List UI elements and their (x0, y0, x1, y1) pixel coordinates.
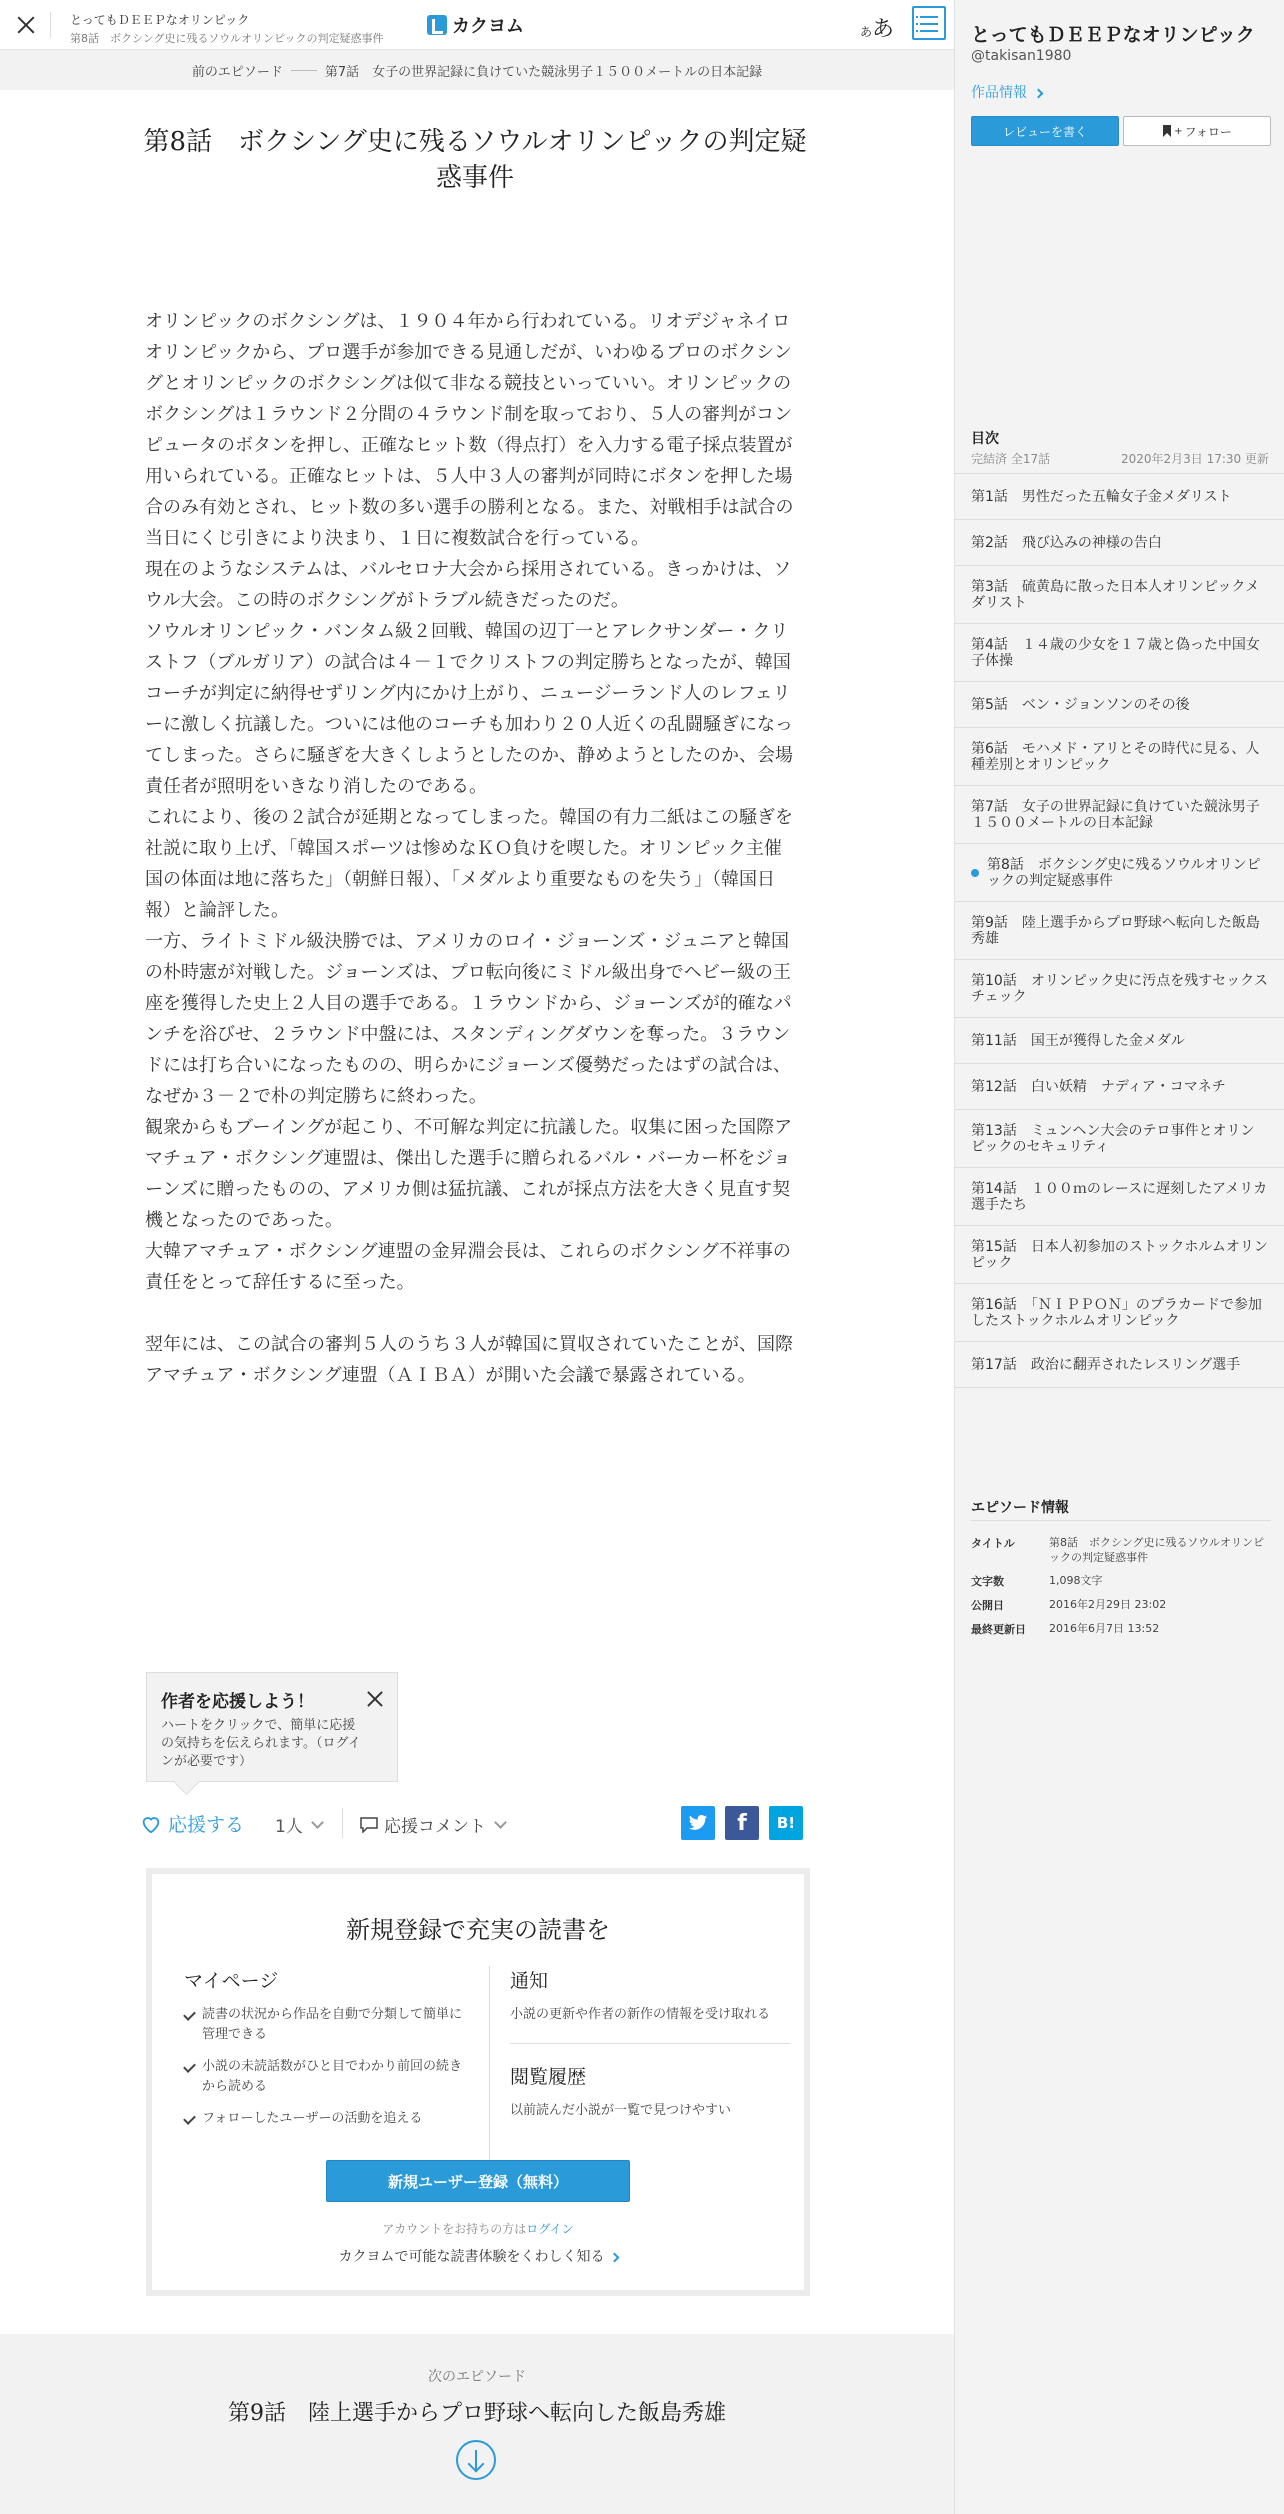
toc-episode[interactable]: 第1話 男性だった五輪女子金メダリスト (955, 474, 1284, 520)
body-paragraph: ソウルオリンピック・バンタム級２回戦、韓国の辺丁一とアレクサンダー・クリストフ（ブルガリア）の試合は４－１でクリストフの判定勝ちとなったが、韓国コーチが判定に納得せずリング内にかけ上がり、ニュージーランド人のレフェリーに激しく抗議した。ついには他のコーチも加わり２０人近くの乱闘騒ぎになってしまった。さらに騒ぎを大きくしようとしたのか、静めようとしたのか、会場責任者が照明をいきなり消したのである。 (145, 621, 793, 797)
toc-line (920, 23, 938, 25)
toc-episode[interactable]: 第13話 ミュンヘン大会のテロ事件とオリンピックのセキュリティ (955, 1110, 1284, 1168)
body-paragraph (145, 1298, 795, 1329)
chevron-right-icon (1034, 89, 1044, 99)
mypage-feature: 小説の未読話数がひと目でわかり前回の続きから読める (184, 2057, 474, 2097)
prev-episode-title[interactable]: 第7話 女子の世界記録に負けていた競泳男子１５００メートルの日本記録 (324, 64, 763, 80)
header-titles[interactable] (70, 11, 400, 46)
episode-info-row (971, 1597, 1271, 1613)
next-episode-section (0, 2334, 954, 2514)
episode-info-key: 文字数 (971, 1575, 1004, 1588)
episode-info-value: 第8話 ボクシング史に残るソウルオリンピックの判定疑惑事件 (1049, 1536, 1264, 1564)
completion-status: 完結済 全17話 (971, 452, 1051, 466)
episode-body (145, 244, 795, 1391)
toc-episode[interactable]: 第7話 女子の世界記録に負けていた競泳男子１５００メートルの日本記録 (955, 786, 1284, 844)
toc-episode[interactable]: 第4話 １４歳の少女を１７歳と偽った中国女子体操 (955, 624, 1284, 682)
hatena-bookmark-button[interactable] (769, 1806, 803, 1840)
episode-list (955, 473, 1284, 1388)
arrow-down-circle-icon[interactable] (456, 2440, 496, 2480)
history-text: 以前読んだ小説が一覧で見つけやすい (510, 2103, 732, 2118)
body-paragraph: これにより、後の２試合が延期となってしまった。韓国の有力二紙はこの騒ぎを社説に取り上げ、「韓国スポーツは惨めなＫＯ負けを喫した。オリンピック主催国の体面は地に落ちた」（朝鮮日報）、「メダルより重要なものを失う」（韓国日報）と論評した。 (145, 807, 793, 921)
cheer-button[interactable] (140, 1810, 244, 1837)
cheer-comment-button[interactable] (360, 1812, 505, 1837)
follow-label: フォロー (1184, 124, 1232, 139)
signup-panel (146, 1868, 810, 2296)
toc-episode[interactable]: 第5話 ベン・ジョンソンのその後 (955, 682, 1284, 728)
episode-info-heading: エピソード情報 (971, 1500, 1069, 1516)
toc-list-icon[interactable] (912, 6, 946, 40)
sidebar-author[interactable]: @takisan1980 (971, 48, 1072, 64)
mypage-feature: フォローしたユーザーの活動を追える (184, 2109, 474, 2129)
body-paragraph: 一方、ライトミドル級決勝では、アメリカのロイ・ジョーンズ・ジュニアと韓国の朴時憲が対戦した。ジョーンズは、プロ転向後にミドル級出身でヘビー級の王座を獲得した史上２人目の選手である。１ラウンドから、ジョーンズが的確なパンチを浴びせ、２ラウンド中盤には、スタンディングダウンを奪った。３ラウンドには打ち合いになったものの、明らかにジョーンズ優勢だったはずの試合は、なぜか３－２で朴の判定勝ちに終わった。 (145, 931, 792, 1107)
top-bar (0, 0, 954, 50)
episode-info-key: タイトル (971, 1537, 1015, 1550)
write-review-button[interactable]: レビューを書く (971, 116, 1119, 146)
episode-info-key: 最終更新日 (971, 1623, 1026, 1636)
episode-info-key: 公開日 (971, 1599, 1004, 1612)
twitter-bird-icon (688, 1814, 708, 1832)
logo-icon (427, 15, 447, 35)
login-prefix: アカウントをお持ちの方は (382, 2222, 527, 2236)
follow-button[interactable] (1123, 116, 1271, 146)
next-episode-title[interactable]: 第9話 陸上選手からプロ野球へ転向した飯島秀雄 (228, 2401, 726, 2426)
site-logo[interactable] (427, 13, 524, 37)
toc-status (971, 450, 1269, 467)
episode-info-row (971, 1573, 1271, 1589)
work-info-link[interactable] (971, 82, 1042, 102)
comment-bubble-icon (360, 1817, 378, 1833)
facebook-share-button[interactable] (725, 1806, 759, 1840)
toc-episode[interactable]: 第10話 オリンピック史に汚点を残すセックスチェック (955, 960, 1284, 1018)
episode-info-value: 1,098文字 (1049, 1574, 1103, 1587)
font-toggle-small: あ (860, 25, 873, 39)
notify-text: 小説の更新や作者の新作の情報を受け取れる (510, 2007, 771, 2022)
font-toggle-large: あ (872, 17, 895, 42)
body-paragraph: 大韓アマチュア・ボクシング連盟の金昇淵会長は、これらのボクシング不祥事の責任をとって辞任するに至った。 (145, 1241, 791, 1293)
font-settings-button[interactable] (860, 12, 894, 43)
toc-episode[interactable]: 第3話 硫黄島に散った日本人オリンピックメダリスト (955, 566, 1284, 624)
facebook-icon: f (737, 1810, 747, 1836)
toc-episode[interactable]: 第9話 陸上選手からプロ野球へ転向した飯島秀雄 (955, 902, 1284, 960)
login-link[interactable]: ログイン (526, 2222, 574, 2236)
login-prompt (152, 2220, 804, 2237)
episode-title: 第8話 ボクシング史に残るソウルオリンピックの判定疑惑事件 (143, 127, 807, 193)
body-paragraph: オリンピックのボクシングは、１９０４年から行われている。リオデジャネイロオリンピックから、プロ選手が参加できる見通しだが、いわゆるプロのボクシングとオリンピックのボクシングは似て非なる競技といっていい。オリンピックのボクシングは１ラウンド２分間の４ラウンド制を取っており、５人の審判がコンピュータのボタンを押し、正確なヒット数（得点打）を入力する電子採点装置が用いられている。正確なヒットは、５人中３人の審判が同時にボタンを押した場合のみ有効とされ、ヒット数の多い選手の勝利となる。また、対戦相手は試合の当日にくじ引きにより決まり、１日に複数試合を行っている。 (145, 311, 794, 549)
logo-text: カクヨム (452, 16, 524, 37)
episode-info-row (971, 1621, 1271, 1637)
divider (50, 12, 51, 38)
prev-episode-bar[interactable] (0, 50, 954, 90)
twitter-share-button[interactable] (681, 1806, 715, 1840)
cheer-count-dropdown[interactable] (275, 1812, 322, 1837)
divider (510, 2043, 790, 2044)
chevron-down-icon (494, 1816, 507, 1829)
body-paragraph (145, 275, 795, 306)
cheer-tooltip-body: ハートをクリックで、簡単に応援の気持ちを伝えられます。（ログインが必要です） (161, 1718, 361, 1769)
next-episode-label: 次のエピソード (428, 2369, 526, 2385)
toc-sidebar (954, 0, 1284, 2514)
toc-episode[interactable]: 第2話 飛び込みの神様の告白 (955, 520, 1284, 566)
toc-episode[interactable]: 第11話 国王が獲得した金メダル (955, 1018, 1284, 1064)
toc-heading: 目次 (971, 431, 999, 447)
close-icon[interactable] (365, 1689, 385, 1709)
separator-line (291, 70, 317, 71)
register-button[interactable]: 新規ユーザー登録（無料） (326, 2160, 630, 2202)
toc-episode[interactable]: 第16話 「ＮＩＰＰＯＮ」のプラカードで参加したストックホルムオリンピック (955, 1284, 1284, 1342)
cheer-comment-label: 応援コメント (384, 1817, 486, 1837)
bookmark-icon (1162, 125, 1172, 137)
cheer-tooltip (146, 1672, 398, 1782)
body-paragraph: 翌年には、この試合の審判５人のうち３人が韓国に買収されていたことが、国際アマチュア・ボクシング連盟（ＡＩＢＡ）が開いた会議で暴露されている。 (145, 1334, 793, 1386)
episode-info-value: 2016年2月29日 23:02 (1049, 1598, 1167, 1611)
toc-line (920, 16, 938, 18)
signup-mypage-column (184, 1966, 474, 2141)
chevron-down-icon (311, 1816, 324, 1829)
mypage-feature: 読書の状況から作品を自動で分類して簡単に管理できる (184, 2005, 474, 2045)
toc-line (920, 30, 938, 32)
cheer-tooltip-title: 作者を応援しよう！ (161, 1692, 314, 1712)
toc-episode[interactable]: 第15話 日本人初参加のストックホルムオリンピック (955, 1226, 1284, 1284)
close-icon[interactable] (14, 13, 38, 37)
body-paragraph: 観衆からもブーイングが起こり、不可解な判定に抗議した。収集に困った国際アマチュア・ボクシング連盟は、傑出した選手に贈られるバル・バーカー杯をジョーンズに贈ったものの、アメリカ側は猛抗議、これが採点方法を大きく見直す契機となったのであった。 (145, 1117, 793, 1231)
work-info-label: 作品情報 (971, 85, 1027, 101)
header-episode-title: 第8話 ボクシング史に残るソウルオリンピックの判定疑惑事件 (70, 32, 384, 45)
chevron-right-icon (609, 2253, 619, 2263)
signup-title: 新規登録で充実の読書を (346, 1916, 610, 1944)
episode-info-value: 2016年6月7日 13:52 (1049, 1622, 1160, 1635)
mypage-heading: マイページ (184, 1970, 279, 1992)
heart-icon (140, 1813, 162, 1835)
toc-episode[interactable]: 第17話 政治に翻弄されたレスリング選手 (955, 1342, 1284, 1388)
body-paragraph: 現在のようなシステムは、バルセロナ大会から採用されている。きっかけは、ソウル大会。この時のボクシングがトラブル続きだったのだ。 (145, 559, 792, 611)
toc-episode[interactable]: 第12話 白い妖精 ナディア・コマネチ (955, 1064, 1284, 1110)
header-work-title[interactable]: とってもＤＥＥＰなオリンピック (70, 13, 250, 27)
sidebar-work-title[interactable]: とってもＤＥＥＰなオリンピック (971, 24, 1255, 46)
toc-episode-current[interactable]: 第8話 ボクシング史に残るソウルオリンピックの判定疑惑事件 (955, 844, 1284, 902)
episode-info-row (971, 1535, 1271, 1565)
plus-icon: + (1174, 125, 1183, 137)
learn-more-label: カクヨムで可能な読書体験をくわしく知る (338, 2249, 605, 2265)
toc-episode[interactable]: 第6話 モハメド・アリとその時代に見る、人種差別とオリンピック (955, 728, 1284, 786)
last-updated: 2020年2月3日 17:30 更新 (1120, 452, 1269, 466)
signup-notify-column (489, 1966, 779, 2166)
notify-heading: 通知 (510, 1970, 549, 1992)
learn-more-link[interactable] (152, 2246, 804, 2266)
episode-info-table (971, 1520, 1271, 1645)
prev-episode-label: 前のエピソード (191, 64, 283, 80)
body-paragraph (145, 244, 795, 275)
cheer-count: 1人 (275, 1817, 303, 1837)
divider (342, 1808, 343, 1838)
history-heading: 閲覧履歴 (510, 2066, 587, 2088)
episode-actions (140, 1800, 810, 1844)
hatena-icon: B! (776, 1814, 796, 1832)
toc-episode[interactable]: 第14話 １００ｍのレースに遅刻したアメリカ選手たち (955, 1168, 1284, 1226)
cheer-label: 応援する (168, 1814, 245, 1836)
